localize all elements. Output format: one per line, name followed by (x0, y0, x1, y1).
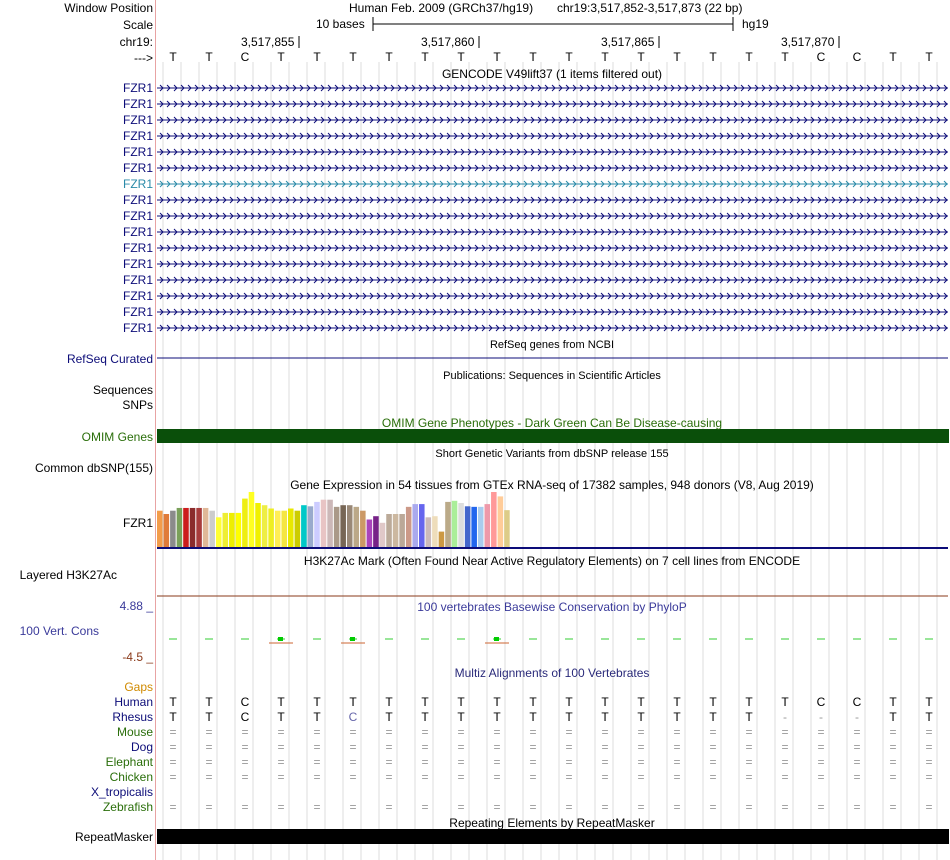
gencode-gene-label[interactable]: FZR1 (123, 257, 153, 271)
gtex-tissue-bar (334, 507, 340, 547)
gtex-tissue-bar (223, 513, 229, 547)
alignment-base: = (601, 755, 609, 769)
sequence-base: T (169, 50, 177, 64)
alignment-base: = (457, 770, 465, 784)
dbsnp-track-title[interactable]: Short Genetic Variants from dbSNP release 155 (435, 448, 669, 460)
alignment-base: = (169, 800, 177, 814)
gencode-gene-label[interactable]: FZR1 (123, 321, 153, 335)
alignment-base: = (817, 740, 825, 754)
sequence-base: T (277, 50, 285, 64)
sequence-base: T (781, 50, 789, 64)
alignment-base: T (745, 710, 753, 724)
gtex-tissue-bar (183, 508, 189, 547)
alignment-base: = (565, 740, 573, 754)
alignment-base: = (169, 770, 177, 784)
gtex-tissue-bar (380, 523, 386, 547)
alignment-base: T (529, 710, 537, 724)
dbsnp-label[interactable]: Common dbSNP(155) (34, 461, 153, 475)
alignment-base: T (925, 710, 933, 724)
scale-label: Scale (122, 18, 153, 32)
gencode-gene-label[interactable]: FZR1 (123, 209, 153, 223)
alignment-base: = (313, 770, 321, 784)
sequence-base: T (493, 50, 501, 64)
sequence-base: T (205, 50, 213, 64)
ruler-tick-label: 3,517,860 (421, 35, 475, 49)
alignment-base: = (385, 740, 393, 754)
gtex-tissue-bar (255, 503, 261, 547)
alignment-base: = (853, 740, 861, 754)
alignment-base: = (925, 725, 933, 739)
alignment-base: = (781, 755, 789, 769)
alignment-base: = (529, 800, 537, 814)
alignment-base: = (421, 755, 429, 769)
chr-label: chr19: (119, 35, 153, 49)
gtex-tissue-bar (412, 504, 418, 547)
alignment-base: = (817, 755, 825, 769)
multiz-species-label[interactable]: Dog (130, 740, 153, 754)
conservation-peak (278, 637, 283, 641)
alignment-base: T (169, 710, 177, 724)
alignment-base: T (601, 695, 609, 709)
gencode-gene-label[interactable]: FZR1 (123, 193, 153, 207)
multiz-species-label[interactable]: Chicken (109, 770, 153, 784)
gtex-tissue-bar (439, 532, 445, 547)
gtex-tissue-bar (452, 501, 458, 547)
gtex-tissue-bar (177, 508, 183, 547)
gtex-tissue-bar (432, 516, 438, 547)
alignment-base: = (673, 800, 681, 814)
alignment-base: = (169, 725, 177, 739)
alignment-base: = (349, 740, 357, 754)
multiz-species-label[interactable]: Rhesus (112, 710, 153, 724)
alignment-base: T (601, 710, 609, 724)
alignment-base: = (565, 770, 573, 784)
sequence-base: T (313, 50, 321, 64)
alignment-base: = (493, 770, 501, 784)
ruler-tick-label: 3,517,870 (781, 35, 835, 49)
alignment-base: = (349, 725, 357, 739)
alignment-base: = (241, 725, 249, 739)
omim-track-title[interactable]: OMIM Gene Phenotypes - Dark Green Can Be Disease-causing (381, 416, 723, 430)
gencode-gene-label[interactable]: FZR1 (123, 97, 153, 111)
alignment-base: C (852, 695, 862, 709)
alignment-base: = (889, 755, 897, 769)
alignment-base: - (819, 710, 823, 724)
alignment-base: = (529, 740, 537, 754)
gtex-tissue-bar (236, 513, 242, 547)
conservation-peak (350, 637, 355, 641)
gencode-gene-label[interactable]: FZR1 (123, 225, 153, 239)
alignment-base: T (169, 695, 177, 709)
alignment-base: = (601, 740, 609, 754)
alignment-base: = (457, 725, 465, 739)
alignment-base: = (817, 800, 825, 814)
alignment-base: T (637, 695, 645, 709)
alignment-base: - (783, 710, 787, 724)
alignment-base: = (277, 770, 285, 784)
alignment-base: = (277, 800, 285, 814)
gtex-tissue-bar (216, 517, 222, 547)
gtex-tissue-bar (268, 509, 274, 548)
gtex-tissue-bar (301, 505, 307, 547)
omim-label[interactable]: OMIM Genes (81, 430, 153, 444)
gtex-tissue-bar (295, 511, 301, 547)
gtex-tissue-bar (399, 514, 405, 547)
gencode-gene-label[interactable]: FZR1 (123, 145, 153, 159)
gtex-tissue-bar (393, 514, 399, 547)
alignment-base: = (529, 725, 537, 739)
gencode-gene-label[interactable]: FZR1 (123, 129, 153, 143)
gtex-tissue-bar (308, 506, 314, 547)
alignment-base: = (709, 755, 717, 769)
alignment-base: = (205, 770, 213, 784)
alignment-base: = (277, 755, 285, 769)
refseq-label[interactable]: RefSeq Curated (66, 352, 153, 366)
gtex-tissue-bar (419, 504, 425, 547)
alignment-base: T (493, 695, 501, 709)
alignment-base: T (889, 695, 897, 709)
alignment-base: = (349, 755, 357, 769)
gtex-tissue-bar (458, 503, 464, 547)
alignment-base: = (889, 740, 897, 754)
gtex-tissue-bar (367, 520, 373, 548)
gtex-tissue-bar (249, 492, 255, 547)
gtex-tissue-bar (347, 505, 353, 547)
multiz-species-label[interactable]: Mouse (116, 725, 153, 739)
gtex-tissue-bar (426, 517, 432, 547)
gtex-tissue-bar (445, 502, 451, 547)
alignment-base: = (853, 770, 861, 784)
gtex-tissue-bar (170, 511, 176, 547)
alignment-base: = (313, 800, 321, 814)
conservation-max-label: 4.88 _ (119, 599, 153, 613)
alignment-base: = (637, 725, 645, 739)
alignment-base: = (385, 800, 393, 814)
alignment-base: = (781, 770, 789, 784)
alignment-base: = (277, 725, 285, 739)
alignment-base: = (457, 800, 465, 814)
repeatmasker-track-title[interactable]: Repeating Elements by RepeatMasker (449, 816, 655, 830)
alignment-base: T (205, 695, 213, 709)
ruler-tick-label: 3,517,855 (241, 35, 295, 49)
gencode-gene-label[interactable]: FZR1 (123, 273, 153, 287)
alignment-base: = (709, 770, 717, 784)
alignment-base: = (781, 725, 789, 739)
alignment-base: T (673, 695, 681, 709)
alignment-base: C (240, 695, 250, 709)
alignment-base: = (925, 800, 933, 814)
alignment-base: T (781, 695, 789, 709)
sequence-base: T (565, 50, 573, 64)
gencode-gene-label[interactable]: FZR1 (123, 305, 153, 319)
alignment-base: = (745, 725, 753, 739)
sequence-base: T (421, 50, 429, 64)
gencode-gene-label[interactable]: FZR1 (123, 241, 153, 255)
alignment-base: = (889, 800, 897, 814)
alignment-base: = (853, 725, 861, 739)
alignment-base: = (781, 800, 789, 814)
alignment-base: = (529, 755, 537, 769)
sequence-base: T (709, 50, 717, 64)
alignment-base: T (709, 710, 717, 724)
alignment-base: = (601, 770, 609, 784)
multiz-species-label[interactable]: Elephant (105, 755, 153, 769)
alignment-base: C (348, 710, 358, 724)
gtex-tissue-bar (314, 502, 320, 547)
sequence-base: T (673, 50, 681, 64)
db-label: hg19 (742, 17, 769, 31)
alignment-base: T (421, 695, 429, 709)
alignment-base: = (205, 755, 213, 769)
alignment-base: = (421, 800, 429, 814)
gencode-track-title[interactable]: GENCODE V49lift37 (1 items filtered out) (441, 67, 663, 81)
alignment-base: T (745, 695, 753, 709)
alignment-base: = (925, 740, 933, 754)
alignment-base: = (673, 725, 681, 739)
h3k27ac-track-title[interactable]: H3K27Ac Mark (Often Found Near Active Regulatory Elements) on 7 cell lines from ENCODE (303, 554, 801, 568)
sequence-base: C (240, 50, 250, 64)
alignment-base: = (601, 800, 609, 814)
gtex-tissue-bar (164, 514, 170, 547)
alignment-base: = (205, 740, 213, 754)
alignment-base: = (925, 770, 933, 784)
alignment-base: = (565, 800, 573, 814)
multiz-species-label[interactable]: Human (114, 695, 153, 709)
gtex-tissue-bar (491, 492, 497, 547)
alignment-base: C (240, 710, 250, 724)
repeatmasker-label[interactable]: RepeatMasker (74, 830, 153, 844)
alignment-base: T (529, 695, 537, 709)
alignment-base: = (241, 755, 249, 769)
alignment-base: = (457, 755, 465, 769)
gtex-tissue-bar (157, 511, 163, 547)
sequence-base: T (457, 50, 465, 64)
alignment-base: = (709, 740, 717, 754)
gtex-tissue-bar (504, 510, 510, 547)
publications-sequences-label[interactable]: Sequences (92, 383, 153, 397)
alignment-base: = (457, 740, 465, 754)
alignment-base: = (817, 770, 825, 784)
alignment-base: = (385, 770, 393, 784)
alignment-base: T (457, 710, 465, 724)
alignment-base: = (421, 740, 429, 754)
alignment-base: = (385, 725, 393, 739)
alignment-base: T (205, 710, 213, 724)
alignment-base: = (169, 755, 177, 769)
alignment-base: = (853, 800, 861, 814)
alignment-base: T (493, 710, 501, 724)
multiz-gaps-label: Gaps (124, 680, 153, 694)
gtex-tissue-bar (229, 513, 235, 547)
gtex-tissue-bar (242, 499, 248, 547)
sequence-base: T (889, 50, 897, 64)
sequence-base: T (601, 50, 609, 64)
alignment-base: = (565, 755, 573, 769)
alignment-base: T (709, 695, 717, 709)
gtex-tissue-bar (386, 514, 392, 547)
track-label-divider (155, 0, 156, 860)
alignment-base: = (241, 770, 249, 784)
alignment-base: T (637, 710, 645, 724)
alignment-base: = (493, 725, 501, 739)
alignment-base: = (673, 770, 681, 784)
sequence-base: T (385, 50, 393, 64)
alignment-base: = (493, 800, 501, 814)
publications-snps-label[interactable]: SNPs (122, 398, 153, 412)
publications-track-title[interactable]: Publications: Sequences in Scientific Articles (443, 370, 661, 382)
alignment-base: = (925, 755, 933, 769)
alignment-base: = (745, 800, 753, 814)
alignment-base: = (637, 770, 645, 784)
alignment-base: = (637, 800, 645, 814)
alignment-base: = (205, 800, 213, 814)
alignment-base: T (421, 710, 429, 724)
gencode-gene-label[interactable]: FZR1 (123, 289, 153, 303)
alignment-base: T (565, 695, 573, 709)
gencode-gene-label[interactable]: FZR1 (123, 177, 153, 191)
alignment-base: = (709, 725, 717, 739)
gtex-tissue-bar (327, 500, 333, 547)
alignment-base: = (709, 800, 717, 814)
alignment-base: T (925, 695, 933, 709)
conservation-min-label: -4.5 _ (122, 650, 153, 664)
gtex-tissue-bar (498, 496, 504, 547)
alignment-base: = (637, 740, 645, 754)
multiz-species-label[interactable]: X_tropicalis (90, 785, 153, 799)
alignment-base: = (745, 740, 753, 754)
alignment-base: = (349, 770, 357, 784)
position-text[interactable]: chr19:3,517,852-3,517,873 (22 bp) (557, 1, 743, 15)
omim-bar (157, 429, 949, 443)
alignment-base: = (745, 770, 753, 784)
gencode-gene-label[interactable]: FZR1 (123, 161, 153, 175)
gtex-track-title[interactable]: Gene Expression in 54 tissues from GTEx RNA-seq of 17382 samples, 948 donors (V8, Aug 2019) (290, 478, 814, 492)
gtex-tissue-bar (190, 508, 196, 547)
alignment-base: = (673, 755, 681, 769)
sequence-base: T (925, 50, 933, 64)
alignment-base: = (277, 740, 285, 754)
alignment-base: = (889, 725, 897, 739)
alignment-base: = (745, 755, 753, 769)
alignment-base: = (601, 725, 609, 739)
alignment-base: = (205, 725, 213, 739)
sequence-base: T (745, 50, 753, 64)
gtex-tissue-bar (288, 509, 294, 548)
gencode-gene-label[interactable]: FZR1 (123, 113, 153, 127)
gtex-tissue-bar (262, 505, 268, 547)
gtex-tissue-bar (373, 516, 379, 547)
scale-text: 10 bases (316, 17, 365, 31)
alignment-base: T (313, 695, 321, 709)
alignment-base: = (493, 755, 501, 769)
strand-arrow-label: ---> (134, 51, 153, 65)
multiz-track-title[interactable]: Multiz Alignments of 100 Vertebrates (454, 666, 650, 680)
sequence-base: C (816, 50, 826, 64)
refseq-track-title[interactable]: RefSeq genes from NCBI (489, 339, 615, 351)
alignment-base: T (349, 695, 357, 709)
ruler-tick-label: 3,517,865 (601, 35, 655, 49)
gtex-tissue-bar (406, 507, 412, 547)
gtex-tissue-bar (465, 506, 471, 547)
alignment-base: = (349, 800, 357, 814)
gtex-tissue-bar (209, 511, 215, 547)
alignment-base: T (385, 695, 393, 709)
alignment-base: = (169, 740, 177, 754)
sequence-base: T (637, 50, 645, 64)
gtex-tissue-bar (485, 504, 491, 547)
alignment-base: = (421, 725, 429, 739)
gtex-gene-label[interactable]: FZR1 (123, 516, 153, 530)
sequence-base: T (529, 50, 537, 64)
gtex-tissue-bar (275, 511, 281, 547)
alignment-base: = (853, 755, 861, 769)
alignment-base: = (817, 725, 825, 739)
gtex-tissue-bar (203, 508, 209, 547)
alignment-base: T (277, 695, 285, 709)
alignment-base: T (457, 695, 465, 709)
alignment-base: T (313, 710, 321, 724)
alignment-base: = (781, 740, 789, 754)
alignment-base: = (385, 755, 393, 769)
sequence-base: C (852, 50, 862, 64)
alignment-base: = (673, 740, 681, 754)
alignment-base: = (241, 800, 249, 814)
conservation-track-title[interactable]: 100 vertebrates Basewise Conservation by PhyloP (417, 600, 687, 614)
alignment-base: = (493, 740, 501, 754)
gtex-tissue-bar (478, 507, 484, 547)
alignment-base: T (889, 710, 897, 724)
alignment-base: = (241, 740, 249, 754)
gencode-gene-label[interactable]: FZR1 (123, 81, 153, 95)
alignment-base: = (313, 740, 321, 754)
alignment-base: T (277, 710, 285, 724)
gtex-tissue-bar (471, 507, 477, 547)
repeatmasker-bar (157, 829, 949, 844)
h3k27ac-label[interactable]: Layered H3K27Ac (19, 568, 117, 582)
alignment-base: = (529, 770, 537, 784)
alignment-base: - (855, 710, 859, 724)
alignment-base: = (889, 770, 897, 784)
alignment-base: = (637, 755, 645, 769)
alignment-base: T (385, 710, 393, 724)
alignment-base: = (421, 770, 429, 784)
alignment-base: T (673, 710, 681, 724)
alignment-base: = (313, 725, 321, 739)
alignment-base: = (565, 725, 573, 739)
gtex-tissue-bar (354, 507, 360, 547)
assembly-title: Human Feb. 2009 (GRCh37/hg19) (349, 1, 534, 15)
conservation-label[interactable]: 100 Vert. Cons (19, 624, 99, 638)
sequence-base: T (349, 50, 357, 64)
gtex-tissue-bar (340, 505, 346, 547)
alignment-base: = (313, 755, 321, 769)
gtex-tissue-bar (321, 500, 327, 547)
gtex-tissue-bar (196, 508, 202, 547)
conservation-peak (494, 637, 499, 641)
alignment-base: T (565, 710, 573, 724)
gtex-tissue-bar (281, 511, 287, 547)
alignment-base: C (816, 695, 826, 709)
window-position-label: Window Position (64, 1, 153, 15)
gtex-tissue-bar (360, 511, 366, 547)
multiz-species-label[interactable]: Zebrafish (102, 800, 153, 814)
